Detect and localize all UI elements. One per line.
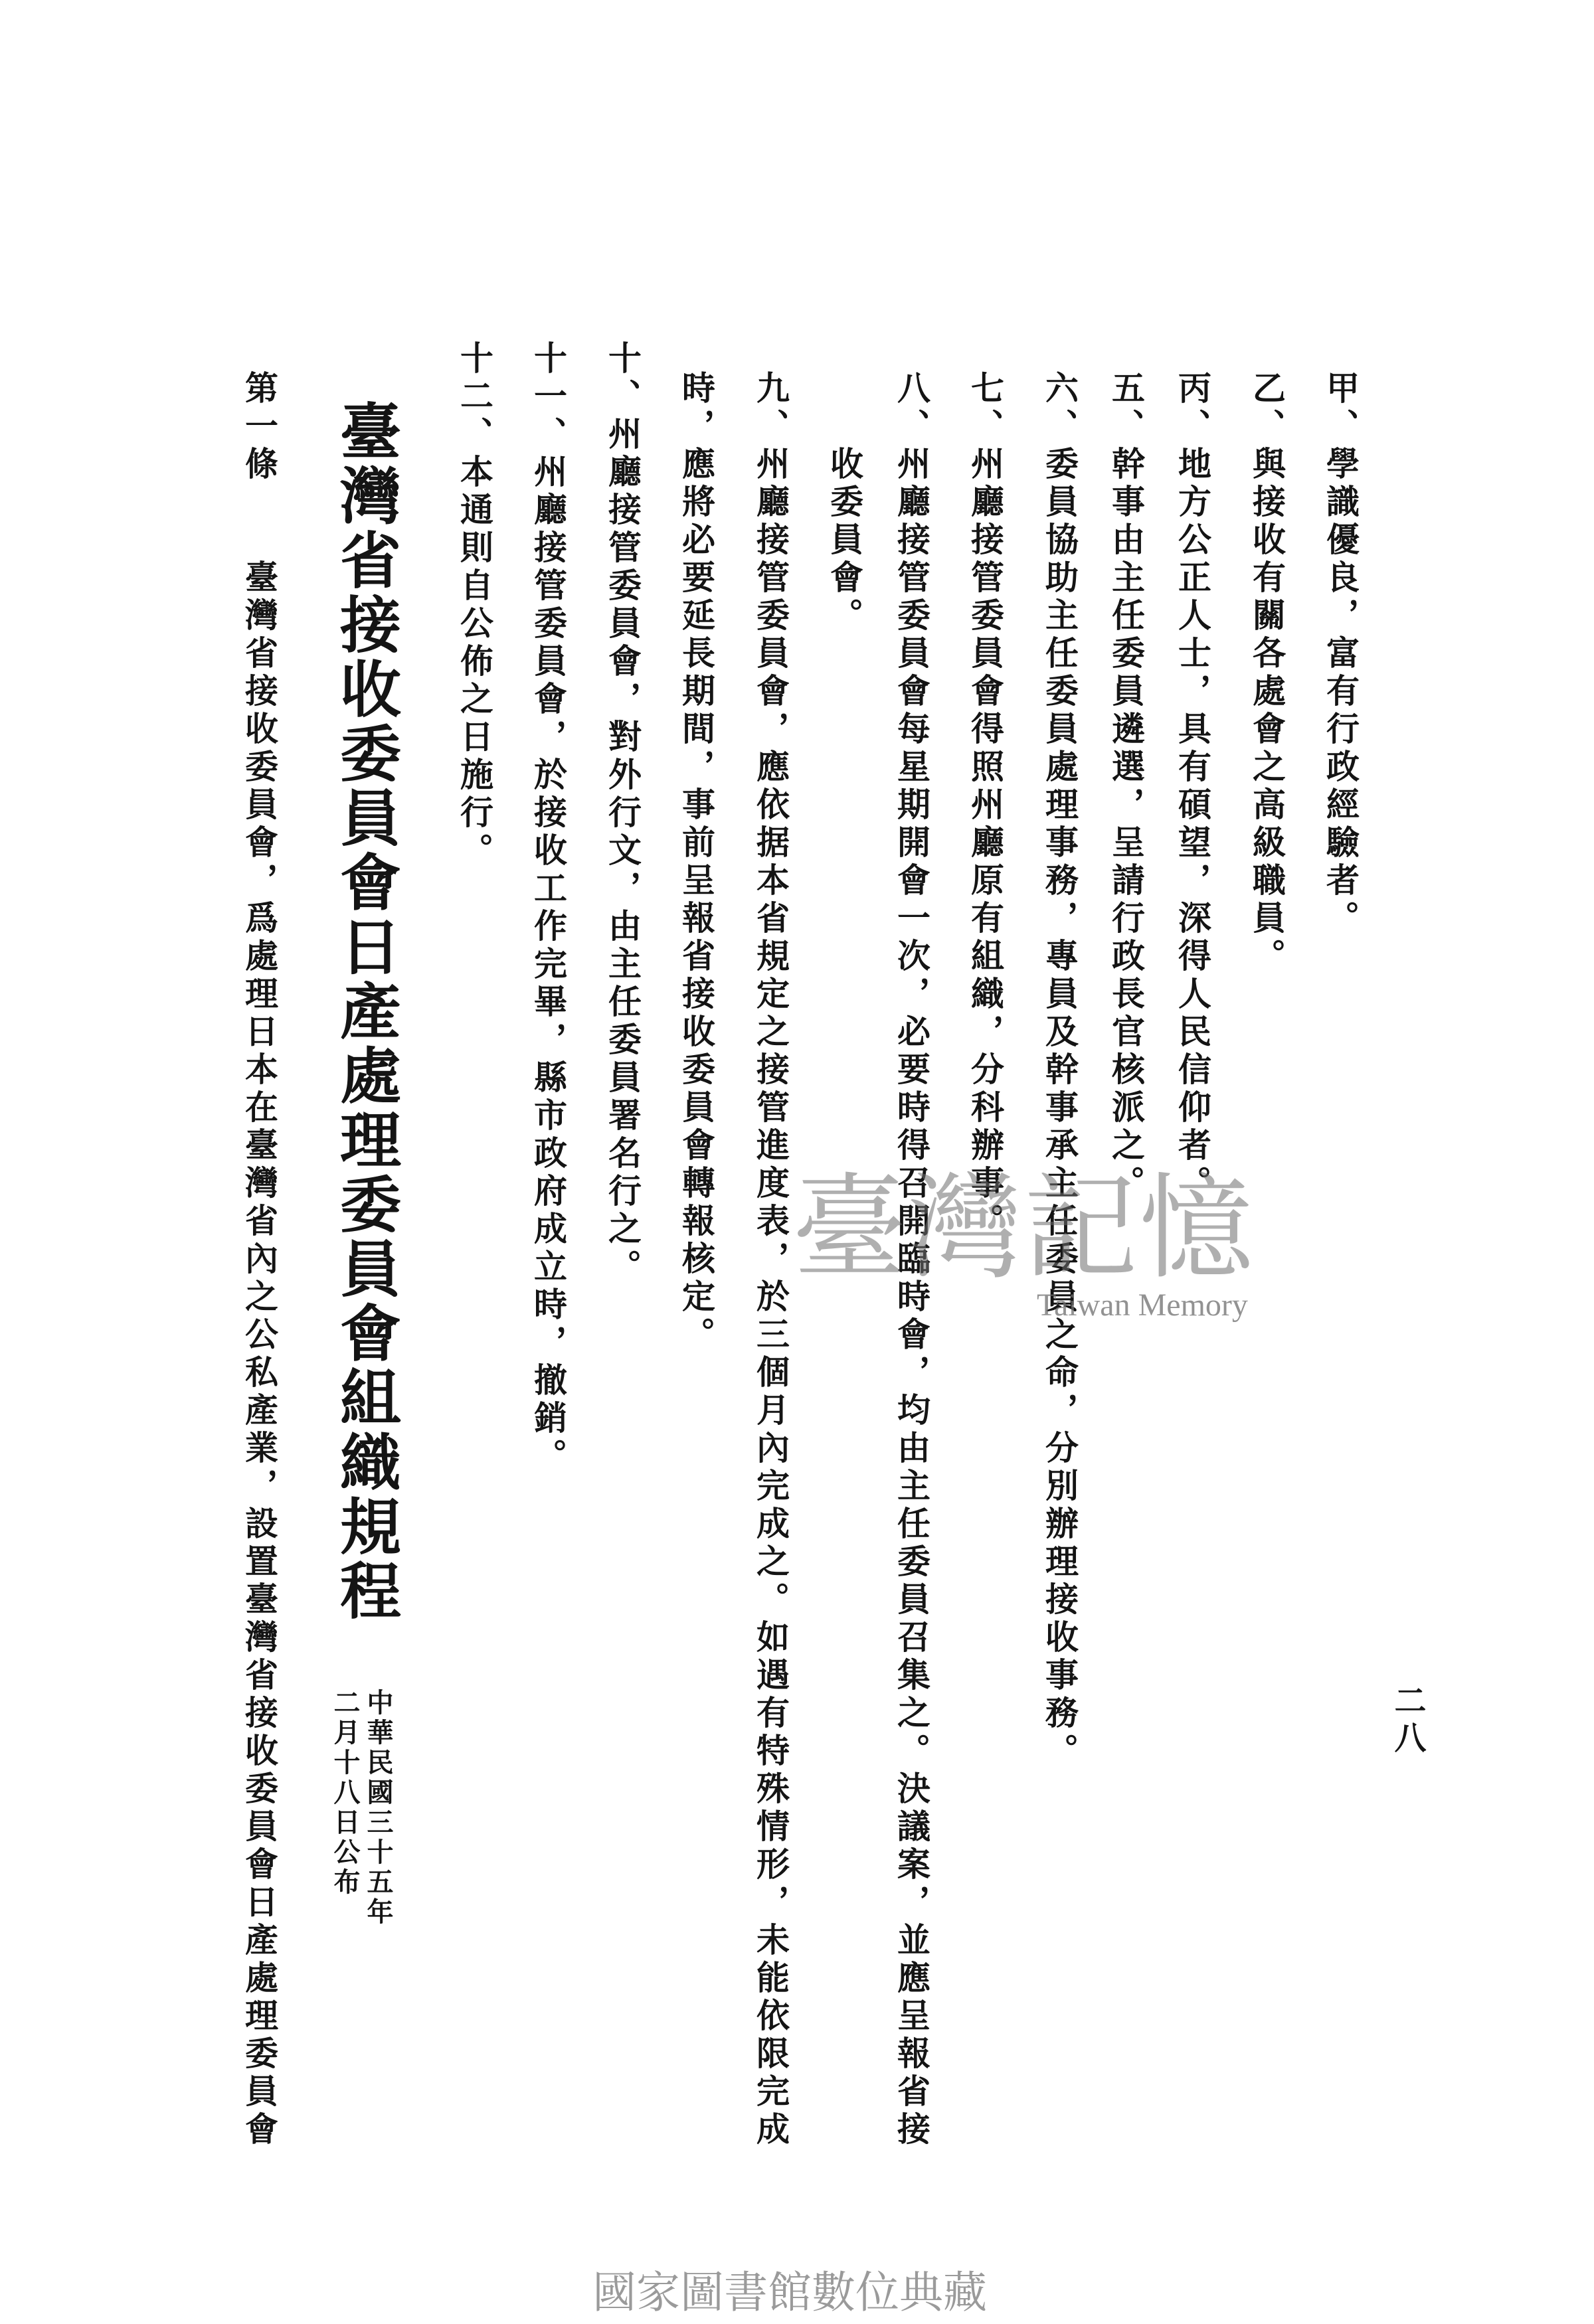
text-column-item-jia: 甲、學識優良，富有行政經驗者。 — [1321, 371, 1360, 938]
text-column-item-yi: 乙、與接收有關各處會之高級職員。 — [1247, 371, 1286, 976]
text-column-item-11: 十一、州廳接管委員會，於接收工作完畢，縣市政府成立時，撤銷。 — [529, 341, 568, 1476]
text-column-item-bing: 丙、地方公正人士，具有碩望，深得人民信仰者。 — [1173, 371, 1212, 1203]
text-column-item-12: 十二、本通則自公佈之日施行。 — [455, 341, 494, 871]
text-column-item-7: 七、州廳接管委員會得照州廳原有組織，分科辦事。 — [966, 371, 1005, 1241]
page-number: 二八 — [1389, 1684, 1426, 1758]
promulgation-date-line-1: 中華民國三十五年 — [363, 1689, 394, 1928]
text-column-item-9: 九、州廳接管委員會，應依据本省規定之接管進度表，於三個月內完成之。如遇有特殊情形，未能依限完成 — [751, 371, 790, 2149]
text-column-item-10: 十、州廳接管委員會，對外行文，由主任委員署名行之。 — [603, 341, 642, 1287]
text-column-item-6: 六、委員協助主任委員處理事務，專員及幹事承主任委員之命，分別辦理接收事務。 — [1040, 371, 1079, 1771]
article-1-column: 第一條 臺灣省接收委員會，爲處理日本在臺灣省內之公私產業，設置臺灣省接收委員會日產處理委員會 — [240, 371, 279, 2149]
text-column-item-5: 五、幹事由主任委員遴選，呈請行政長官核派之。 — [1107, 371, 1146, 1203]
footer-collection-label: 國家圖書館數位典藏 — [592, 2267, 987, 2318]
text-column-item-8-cont: 收委員會。 — [825, 446, 864, 635]
text-column-item-8: 八、州廳接管委員會每星期開會一次，必要時得召開臨時會，均由主任委員召集之。決議案，並應呈報省接 — [892, 371, 931, 2149]
promulgation-date-line-2: 二月十八日公布 — [329, 1689, 361, 1898]
regulation-title: 臺灣省接收委員會日產處理委員會組織規程 — [330, 400, 402, 1623]
watermark-subtitle: Taiwan Memory — [1037, 1287, 1248, 1323]
text-column-item-9-cont: 時，應將必要延長期間，事前呈報省接收委員會轉報核定。 — [677, 371, 716, 1355]
watermark-logo: 臺灣記憶 — [792, 1161, 1255, 1295]
